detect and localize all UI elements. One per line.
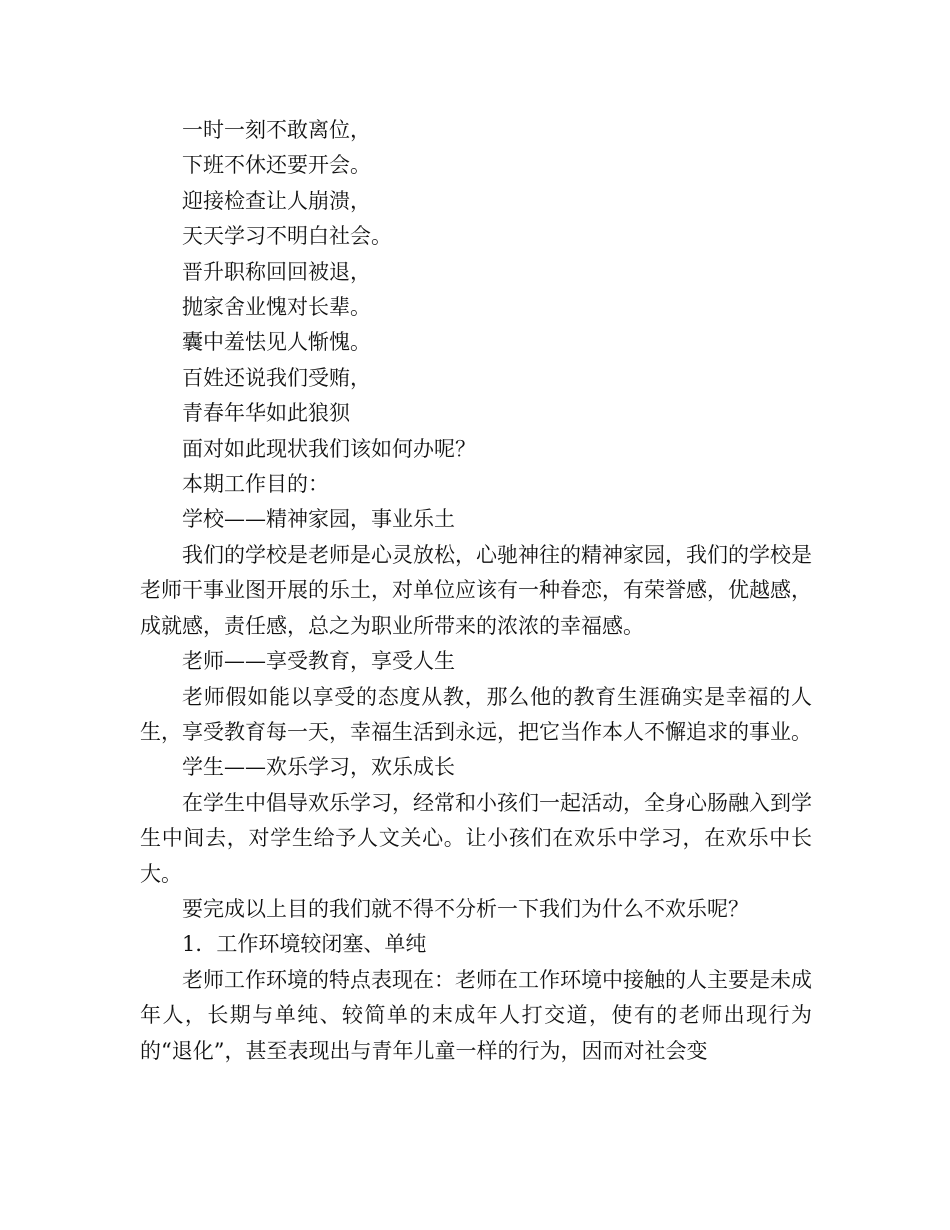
question-line: 面对如此现状我们该如何办呢？ <box>182 436 476 461</box>
document-page <box>140 113 812 1069</box>
student-heading: 学生——欢乐学习，欢乐成长 <box>182 755 455 780</box>
student-paragraph: 在学生中倡导欢乐学习，经常和小孩们一起活动，全身心肠融入到学生中间去，对学生给予人文关心。让小孩们在欢乐中学习，在欢乐中长大。 <box>140 790 812 886</box>
poem-line-4: 天天学习不明白社会。 <box>182 224 392 249</box>
goals-heading: 本期工作目的： <box>182 472 329 497</box>
poem-line-8: 百姓还说我们受贿， <box>182 365 371 390</box>
poem-line-7: 囊中羞怯见人惭愧。 <box>182 330 371 355</box>
school-heading: 学校——精神家园，事业乐土 <box>182 507 455 532</box>
poem-line-6: 抛家舍业愧对长辈。 <box>182 295 371 320</box>
poem-line-9: 青春年华如此狼狈 <box>182 401 350 426</box>
poem-line-3: 迎接检查让人崩溃， <box>182 188 371 213</box>
poem-line-5: 晋升职称回回被退， <box>182 259 371 284</box>
poem-line-2: 下班不休还要开会。 <box>182 153 371 178</box>
section-1-paragraph: 老师工作环境的特点表现在：老师在工作环境中接触的人主要是未成年人，长期与单纯、较简单的末成年人打交道，使有的老师出现行为的“退化”，甚至表现出与青年儿童一样的行为，因而对社会变 <box>140 967 812 1063</box>
poem-line-1: 一时一刻不敢离位， <box>182 118 371 142</box>
teacher-heading: 老师——享受教育，享受人生 <box>182 649 455 674</box>
poem <box>140 113 812 432</box>
analysis-question: 要完成以上目的我们就不得不分析一下我们为什么不欢乐呢？ <box>182 896 749 921</box>
school-paragraph: 我们的学校是老师是心灵放松，心驰神往的精神家园，我们的学校是老师干事业图开展的乐土，对单位应该有一种眷恋，有荣誉感，优越感，成就感，责任感，总之为职业所带来的浓浓的幸福感。 <box>140 542 812 638</box>
teacher-paragraph: 老师假如能以享受的态度从教，那么他的教育生涯确实是幸福的人生，享受教育每一天，幸福生活到永远，把它当作本人不懈追求的事业。 <box>140 684 812 744</box>
section-1-heading: 1．工作环境较闭塞、单纯 <box>182 932 427 957</box>
